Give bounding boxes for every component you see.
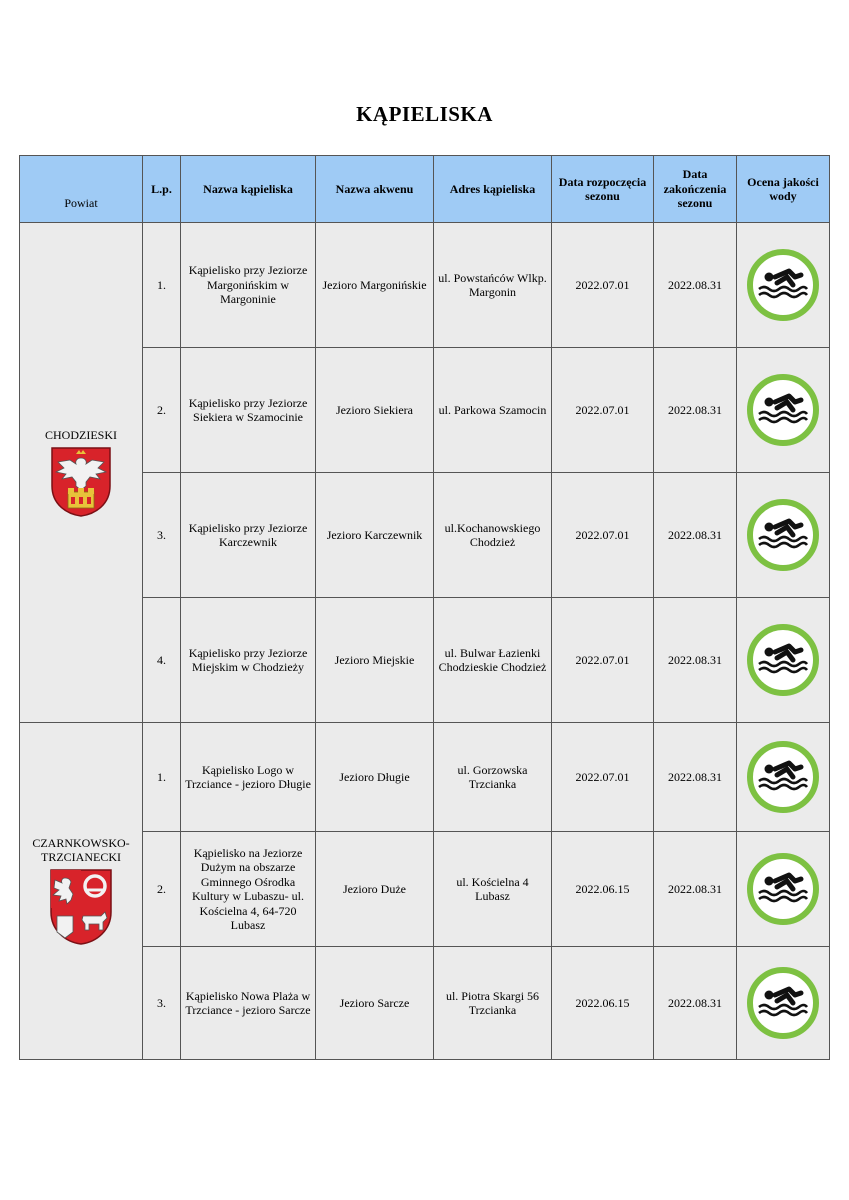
cell-end: 2022.08.31	[654, 348, 737, 473]
cell-nazwa: Kąpielisko przy Jeziorze Margonińskim w Margoninie	[181, 223, 316, 348]
cell-nazwa: Kąpielisko Nowa Plaża w Trzciance - jezioro Sarcze	[181, 947, 316, 1060]
cell-end: 2022.08.31	[654, 723, 737, 832]
cell-end: 2022.08.31	[654, 473, 737, 598]
cell-start: 2022.06.15	[552, 947, 654, 1060]
swimming-quality-icon	[745, 372, 821, 448]
cell-adres: ul. Parkowa Szamocin	[434, 348, 552, 473]
cell-akwen: Jezioro Siekiera	[316, 348, 434, 473]
cell-ocena	[737, 473, 830, 598]
header-akwen: Nazwa akwenu	[316, 156, 434, 223]
swimming-quality-icon	[745, 739, 821, 815]
cell-lp: 3.	[143, 947, 181, 1060]
cell-nazwa: Kąpielisko przy Jeziorze Siekiera w Szamocinie	[181, 348, 316, 473]
cell-end: 2022.08.31	[654, 947, 737, 1060]
coat-of-arms-czarnkowsko-trzcianecki-icon	[49, 868, 113, 946]
powiat-name: CZARNKOWSKO-TRZCIANECKI	[32, 836, 130, 864]
cell-akwen: Jezioro Miejskie	[316, 598, 434, 723]
header-ocena: Ocena jakości wody	[737, 156, 830, 223]
cell-ocena	[737, 598, 830, 723]
swimming-quality-icon	[745, 497, 821, 573]
cell-ocena	[737, 223, 830, 348]
cell-end: 2022.08.31	[654, 223, 737, 348]
cell-lp: 4.	[143, 598, 181, 723]
powiat-cell-chodzieski	[20, 223, 143, 723]
cell-akwen: Jezioro Karczewnik	[316, 473, 434, 598]
cell-start: 2022.07.01	[552, 598, 654, 723]
header-start: Data rozpoczęcia sezonu	[552, 156, 654, 223]
cell-start: 2022.06.15	[552, 832, 654, 947]
cell-nazwa: Kąpielisko przy Jeziorze Miejskim w Chodzieży	[181, 598, 316, 723]
swimming-quality-icon	[745, 851, 821, 927]
cell-adres: ul. Bulwar Łazienki Chodzieskie Chodzież	[434, 598, 552, 723]
cell-lp: 1.	[143, 223, 181, 348]
cell-end: 2022.08.31	[654, 832, 737, 947]
cell-start: 2022.07.01	[552, 723, 654, 832]
cell-ocena	[737, 348, 830, 473]
cell-lp: 2.	[143, 832, 181, 947]
cell-nazwa: Kąpielisko przy Jeziorze Karczewnik	[181, 473, 316, 598]
cell-adres: ul. Kościelna 4 Lubasz	[434, 832, 552, 947]
cell-akwen: Jezioro Duże	[316, 832, 434, 947]
bathing-sites-table	[19, 155, 830, 1060]
cell-adres: ul. Gorzowska Trzcianka	[434, 723, 552, 832]
cell-ocena	[737, 832, 830, 947]
cell-adres: ul. Piotra Skargi 56 Trzcianka	[434, 947, 552, 1060]
cell-lp: 3.	[143, 473, 181, 598]
cell-akwen: Jezioro Margonińskie	[316, 223, 434, 348]
powiat-name: CHODZIESKI	[45, 427, 117, 442]
swimming-quality-icon	[745, 965, 821, 1041]
cell-lp: 2.	[143, 348, 181, 473]
cell-ocena	[737, 723, 830, 832]
cell-end: 2022.08.31	[654, 598, 737, 723]
cell-start: 2022.07.01	[552, 223, 654, 348]
header-lp: L.p.	[143, 156, 181, 223]
header-end: Data zakończenia sezonu	[654, 156, 737, 223]
header-row	[20, 156, 830, 223]
cell-start: 2022.07.01	[552, 473, 654, 598]
cell-ocena	[737, 947, 830, 1060]
cell-nazwa: Kąpielisko Logo w Trzciance - jezioro Długie	[181, 723, 316, 832]
cell-lp: 1.	[143, 723, 181, 832]
header-powiat: Powiat	[20, 156, 143, 223]
cell-adres: ul. Powstańców Wlkp. Margonin	[434, 223, 552, 348]
powiat-cell-czarnkowsko-trzcianecki	[20, 723, 143, 1060]
cell-adres: ul.Kochanowskiego Chodzież	[434, 473, 552, 598]
table-row	[20, 223, 830, 348]
cell-nazwa: Kąpielisko na Jeziorze Dużym na obszarze Gminnego Ośrodka Kultury w Lubaszu- ul. Kościelna 4, 64-720 Lubasz	[181, 832, 316, 947]
cell-akwen: Jezioro Sarcze	[316, 947, 434, 1060]
swimming-quality-icon	[745, 247, 821, 323]
swimming-quality-icon	[745, 622, 821, 698]
header-nazwa: Nazwa kąpieliska	[181, 156, 316, 223]
coat-of-arms-chodzieski-icon	[50, 446, 112, 518]
page-title: KĄPIELISKA	[356, 102, 493, 126]
header-adres: Adres kąpieliska	[434, 156, 552, 223]
cell-akwen: Jezioro Długie	[316, 723, 434, 832]
cell-start: 2022.07.01	[552, 348, 654, 473]
table-row	[20, 723, 830, 832]
